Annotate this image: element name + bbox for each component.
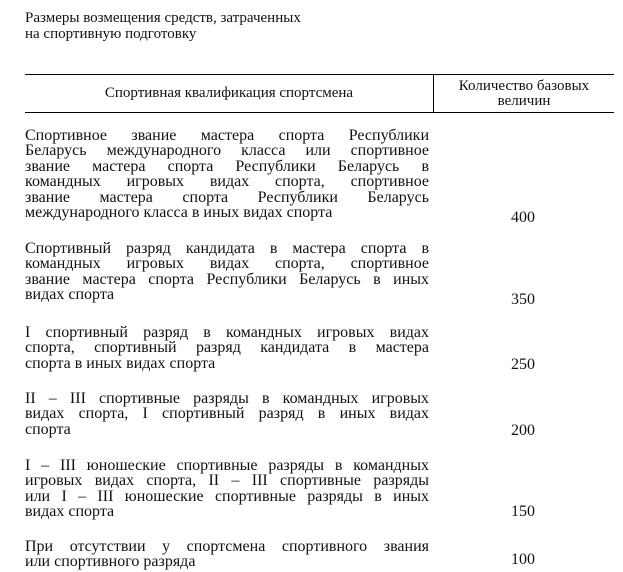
row-text-line: При отсутствии у спортсмена спортивного звания [25, 538, 429, 555]
row-qualification-text [25, 539, 429, 570]
heading-line-1: Размеры возмещения средств, затраченных [25, 10, 301, 26]
row-value: 250 [511, 356, 535, 373]
row-text-line: спорта [25, 420, 71, 438]
row-text-line: II – III спортивные разряды в командных игровых [25, 390, 429, 407]
row-value: 200 [511, 422, 535, 439]
row-text-line: звание мастера спорта Республики Беларусь в [25, 157, 429, 175]
row-text-line: Спортивное звание мастера спорта Республики [25, 127, 429, 144]
row-qualification-text [25, 458, 429, 520]
row-text-line: I спортивный разряд в командных игровых видах [25, 324, 429, 341]
row-value: 150 [511, 503, 535, 520]
row-text-line: Спортивный разряд кандидата в мастера спорта в [25, 240, 429, 257]
row-qualification-text [25, 241, 429, 303]
row-text-line: командных игровых видах спорта, спортивное [25, 173, 429, 191]
table-row-5 [25, 458, 614, 520]
table-header [25, 74, 614, 113]
row-text-line: видах спорта [25, 503, 115, 521]
row-value: 400 [511, 209, 535, 226]
table-row-3 [25, 325, 614, 371]
row-text-line: командных игровых видах спорта, спортивное [25, 255, 429, 273]
row-text-line: звание мастера спорта Республики Беларусь в иных [25, 270, 429, 288]
row-qualification-text [25, 391, 429, 437]
row-text-line: I – III юношеские спортивные разряды в командных [25, 457, 429, 474]
column-header-count [434, 75, 614, 112]
table-row-6 [25, 539, 614, 570]
row-value: 350 [511, 291, 535, 308]
row-text-line: или спортивного разряда [25, 553, 196, 571]
row-qualification-text [25, 128, 429, 220]
document-heading [25, 10, 301, 42]
row-text-line: спорта, спортивный разряд кандидата в мастера [25, 339, 429, 357]
heading-line-2: на спортивную подготовку [25, 26, 197, 42]
row-text-line: спорта в иных видах спорта [25, 354, 216, 372]
column-header-qualification: Спортивная квалификация спортсмена [104, 85, 354, 101]
table-row-2 [25, 240, 614, 308]
column-header-count-line-2: величин [497, 92, 551, 109]
row-value: 100 [511, 551, 535, 568]
row-text-line: игровых видах спорта, II – III спортивные разряды [25, 472, 429, 490]
column-header-count-line-1: Количество базовых [458, 77, 590, 94]
row-text-line: международного класса в иных видах спорта [25, 204, 333, 222]
row-qualification-text [25, 325, 429, 371]
row-text-line: видах спорта, I спортивный разряд в иных видах [25, 405, 429, 423]
row-text-line: Беларусь международного класса или спортивное [25, 142, 429, 160]
row-text-line: звание мастера спорта Республики Беларусь [25, 188, 429, 206]
row-text-line: видах спорта [25, 286, 115, 304]
table-row-1 [25, 127, 614, 226]
table-row-4 [25, 391, 614, 437]
row-text-line: или I – III юношеские спортивные разряды в иных [25, 487, 429, 505]
